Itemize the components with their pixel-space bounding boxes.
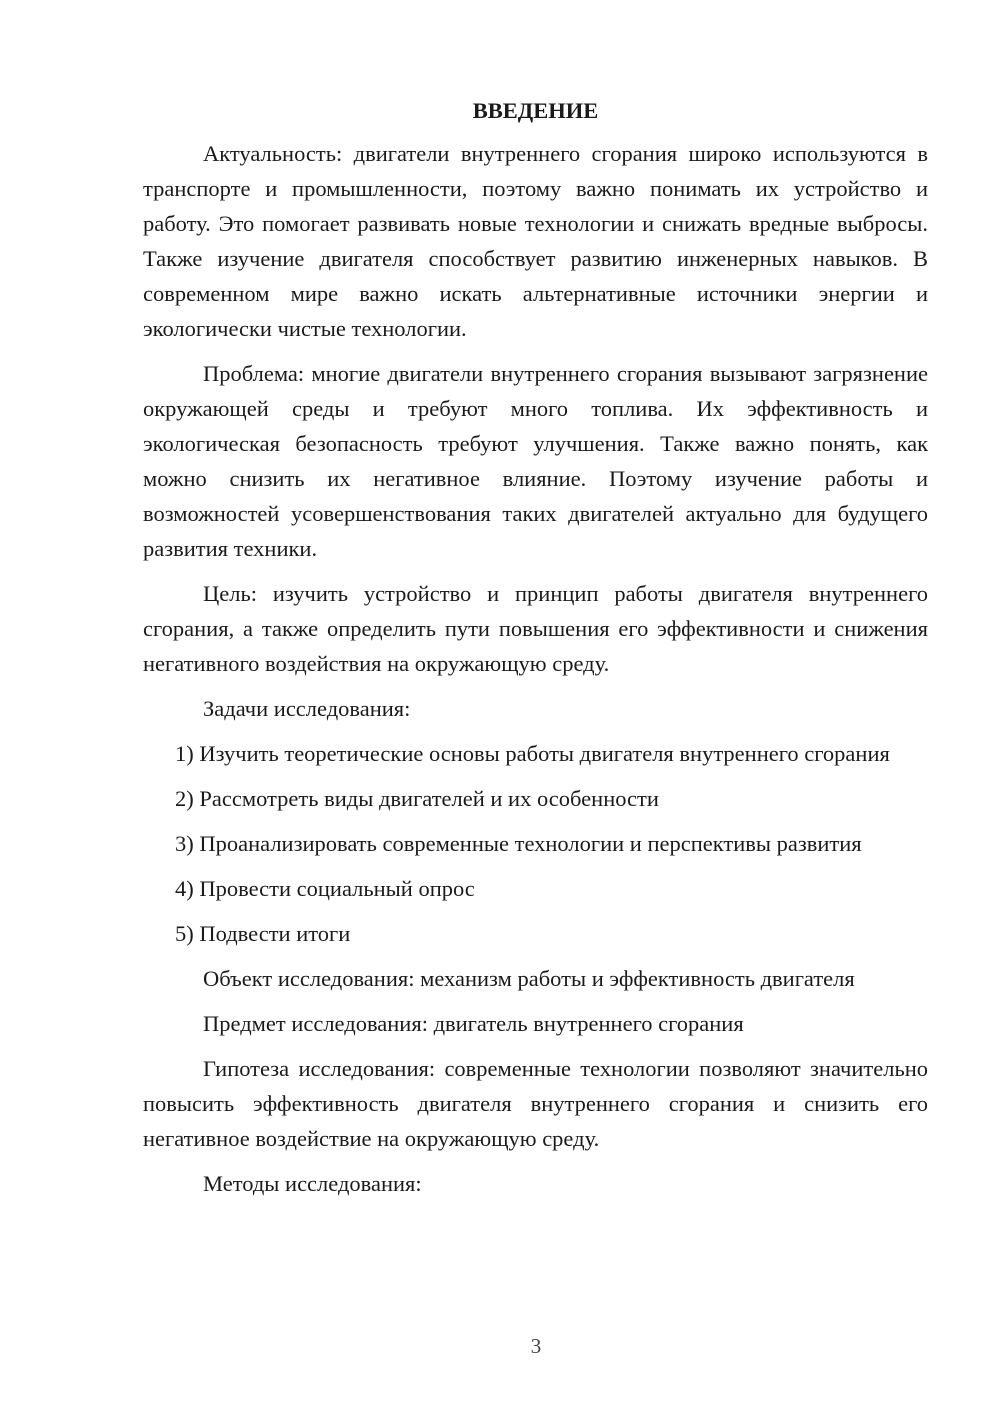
list-item: 5) Подвести итоги: [175, 921, 351, 946]
paragraph-methods: Методы исследования:: [203, 1171, 422, 1196]
page-number: 3: [530, 1334, 542, 1358]
tasks-heading: Задачи исследования:: [203, 696, 411, 721]
paragraph-subject: Предмет исследования: двигатель внутреннего сгорания: [203, 1011, 744, 1036]
list-item: 4) Провести социальный опрос: [175, 876, 475, 901]
list-item: 2) Рассмотреть виды двигателей и их особенности: [175, 786, 659, 811]
paragraph-goal: Цель: изучить устройство и принцип работы двигателя внутреннего сгорания, а также определить пути повышения его эффективности и снижения негативного воздействия на окружающую среду.: [143, 581, 928, 676]
paragraph-problem: Проблема: многие двигатели внутреннего сгорания вызывают загрязнение окружающей среды и требуют много топлива. Их эффективность и экологическая безопасность требуют улучшения. Также важно понять, как можно снизить их негативное влияние. Поэтому изучение работы и возможностей усовершенствования таких двигателей актуально для будущего развития техники.: [143, 361, 928, 561]
list-item: 1) Изучить теоретические основы работы двигателя внутреннего сгорания: [175, 741, 890, 766]
page-title: ВВЕДЕНИЕ: [472, 98, 599, 123]
paragraph-relevance: Актуальность: двигатели внутреннего сгорания широко используются в транспорте и промышленности, поэтому важно понимать их устройство и работу. Это помогает развивать новые технологии и снижать вредные выбросы. Также изучение двигателя способствует развитию инженерных навыков. В современном мире важно искать альтернативные источники энергии и экологически чистые технологии.: [143, 141, 928, 341]
list-item: 3) Проанализировать современные технологии и перспективы развития: [175, 831, 862, 856]
paragraph-hypothesis: Гипотеза исследования: современные технологии позволяют значительно повысить эффективность двигателя внутреннего сгорания и снизить его негативное воздействие на окружающую среду.: [143, 1056, 928, 1151]
paragraph-object: Объект исследования: механизм работы и эффективность двигателя: [203, 966, 855, 991]
document-page: [143, 96, 928, 1211]
